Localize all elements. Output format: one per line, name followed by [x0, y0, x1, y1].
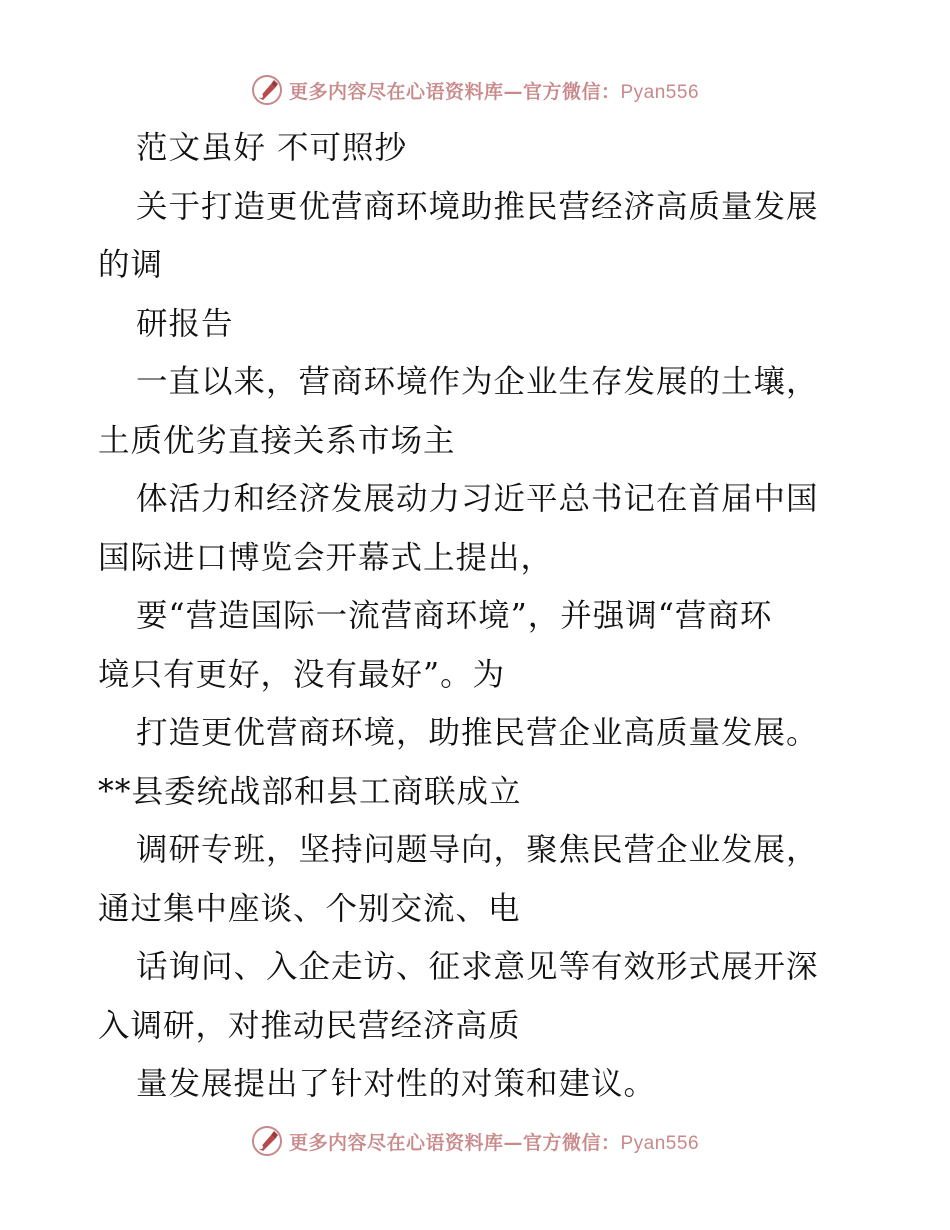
text-line: 研报告: [136, 305, 234, 342]
text-line: 量发展提出了针对性的对策和建议。: [136, 1066, 657, 1102]
text-line: 国际进口博览会开幕式上提出，: [98, 539, 554, 576]
text-line: 通过集中座谈、个别交流、电: [98, 890, 521, 927]
footer-watermark: [0, 1121, 950, 1161]
text-line: 入调研，对推动民营经济高质: [98, 1007, 521, 1044]
wechat-id: Pyan556: [620, 81, 700, 103]
text-line: 打造更优营商环境，助推民营企业高质量发展。: [136, 715, 819, 751]
text-line: 土质优劣直接关系市场主: [98, 422, 456, 459]
wechat-id: Pyan556: [620, 1132, 700, 1154]
pen-nib-logo-icon: [251, 1125, 283, 1157]
watermark-text: 更多内容尽在心语资料库—官方微信：Pyan556: [288, 80, 700, 103]
text-line: 体活力和经济发展动力习近平总书记在首届中国: [136, 481, 819, 517]
text-line: 要“营造国际一流营商环境”，并强调“营商环: [136, 598, 773, 634]
text-line: 境只有更好，没有最好”。为: [98, 656, 506, 693]
text-line: 一直以来，营商环境作为企业生存发展的土壤，: [136, 364, 819, 400]
text-line: 的调: [98, 247, 164, 283]
header-watermark: [0, 70, 950, 110]
document-body: [98, 119, 858, 1114]
text-line: 话询问、入企走访、征求意见等有效形式展开深: [136, 949, 819, 985]
watermark-text: 更多内容尽在心语资料库—官方微信：Pyan556: [288, 1131, 700, 1154]
text-line: 范文虽好 不可照抄: [136, 130, 408, 166]
text-line: 调研专班，坚持问题导向，聚焦民营企业发展，: [136, 832, 819, 868]
pen-nib-logo-icon: [251, 74, 283, 106]
text-line: 关于打造更优营商环境助推民营经济高质量发展: [136, 188, 819, 225]
text-line: **县委统战部和县工商联成立: [98, 773, 522, 810]
